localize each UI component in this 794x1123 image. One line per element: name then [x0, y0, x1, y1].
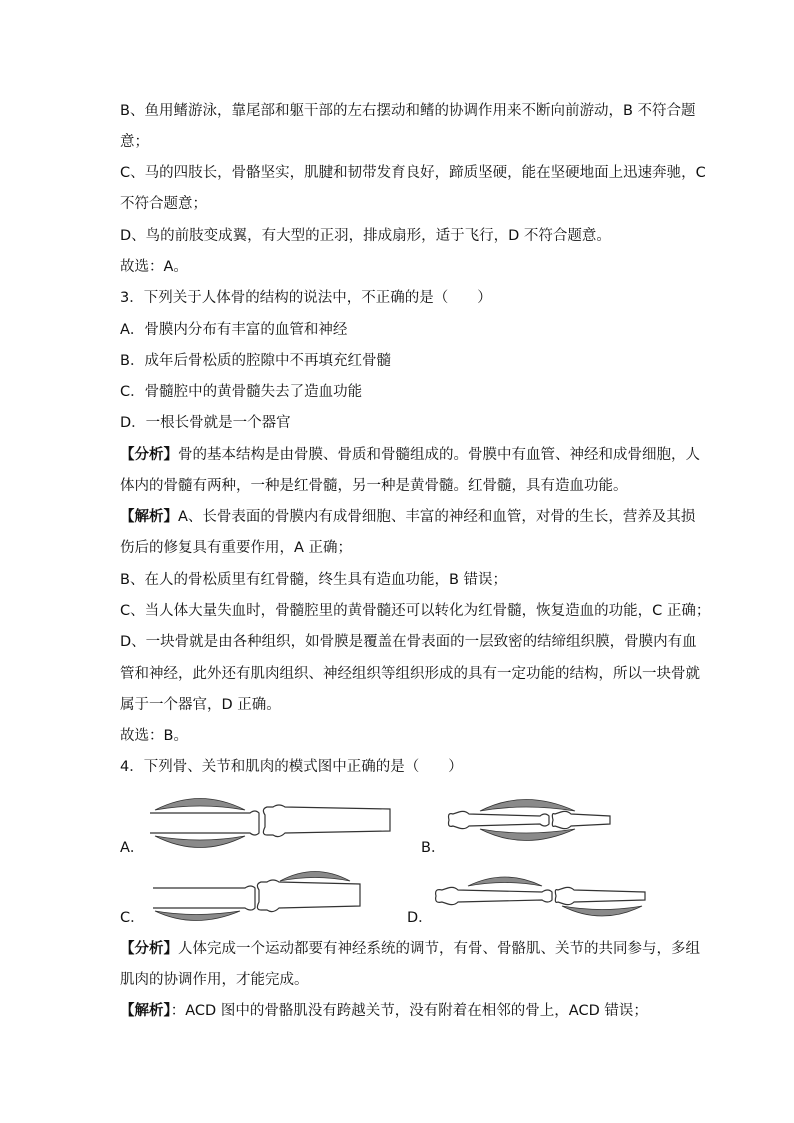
- figure-a-label: A．: [120, 840, 145, 856]
- solution-line: [120, 507, 695, 527]
- solution-line: [120, 1001, 648, 1021]
- figure-b-diagram: [445, 790, 615, 855]
- text-line: 管和神经，此外还有肌肉组织、神经组织等组织形成的具有一定功能的结构，所以一块骨就: [120, 666, 700, 682]
- analysis-tag: 【分析】: [120, 941, 178, 957]
- text-line: D、一块骨就是由各种组织，如骨膜是覆盖在骨表面的一层致密的结缔组织膜，骨膜内有血: [120, 634, 697, 650]
- option-a: A．骨膜内分布有丰富的血管和神经: [120, 322, 348, 338]
- analysis-line: [120, 445, 700, 465]
- question-4: 4．下列骨、关节和肌肉的模式图中正确的是（ ）: [120, 759, 463, 775]
- text-line: 故选：A。: [120, 259, 188, 275]
- text-line: 不符合题意；: [120, 196, 207, 212]
- text-line: D、鸟的前肢变成翼，有大型的正羽，排成扇形，适于飞行，D 不符合题意。: [120, 228, 611, 244]
- analysis-text: 骨的基本结构是由骨膜、骨质和骨髓组成的。骨膜中有血管、神经和成骨细胞，人: [178, 447, 700, 463]
- figure-a-diagram: [145, 793, 395, 858]
- text-line: B、在人的骨松质里有红骨髓，终生具有造血功能，B 错误；: [120, 572, 508, 588]
- text-line: 故选：B。: [120, 728, 188, 744]
- text-line: 体内的骨髓有两种，一种是红骨髓，另一种是黄骨髓。红骨髓，具有造血功能。: [120, 478, 628, 494]
- text-line: 属于一个器官，D 正确。: [120, 697, 281, 713]
- option-d: D．一根长骨就是一个器官: [120, 415, 291, 431]
- text-line: B、鱼用鳍游泳，靠尾部和躯干部的左右摆动和鳍的协调作用来不断向前游动，B 不符合题: [120, 103, 696, 119]
- solution-text: ：ACD 图中的骨骼肌没有跨越关节，没有附着在相邻的骨上，ACD 错误；: [170, 1003, 648, 1019]
- solution-tag: 【解析】: [120, 1003, 171, 1019]
- text-line: 意；: [120, 134, 149, 150]
- figure-b-label: B．: [421, 840, 446, 856]
- question-3: 3．下列关于人体骨的结构的说法中，不正确的是（ ）: [120, 290, 492, 306]
- solution-text: A、长骨表面的骨膜内有成骨细胞、丰富的神经和血管，对骨的生长，营养及其损: [178, 509, 696, 525]
- solution-tag: 【解析】: [120, 509, 178, 525]
- analysis-line: [120, 939, 700, 959]
- text-line: 伤后的修复具有重要作用，A 正确；: [120, 540, 353, 556]
- option-c: C．骨髓腔中的黄骨髓失去了造血功能: [120, 384, 363, 400]
- figure-d-label: D．: [407, 910, 433, 926]
- text-line: C、马的四肢长，骨骼坚实，肌腱和韧带发育良好，蹄质坚硬，能在坚硬地面上迅速奔驰，C: [120, 165, 706, 181]
- figure-c-diagram: [145, 868, 365, 928]
- text-line: 肌肉的协调作用，才能完成。: [120, 972, 309, 988]
- option-b: B．成年后骨松质的腔隙中不再填充红骨髓: [120, 353, 391, 369]
- text-line: C、当人体大量失血时，骨髓腔里的黄骨髓还可以转化为红骨髓，恢复造血的功能，C 正确；: [120, 603, 711, 619]
- analysis-tag: 【分析】: [120, 447, 178, 463]
- analysis-text: 人体完成一个运动都要有神经系统的调节，有骨、骨骼肌、关节的共同参与，多组: [178, 941, 700, 957]
- figure-c-label: C．: [120, 910, 145, 926]
- figure-d-diagram: [430, 866, 650, 928]
